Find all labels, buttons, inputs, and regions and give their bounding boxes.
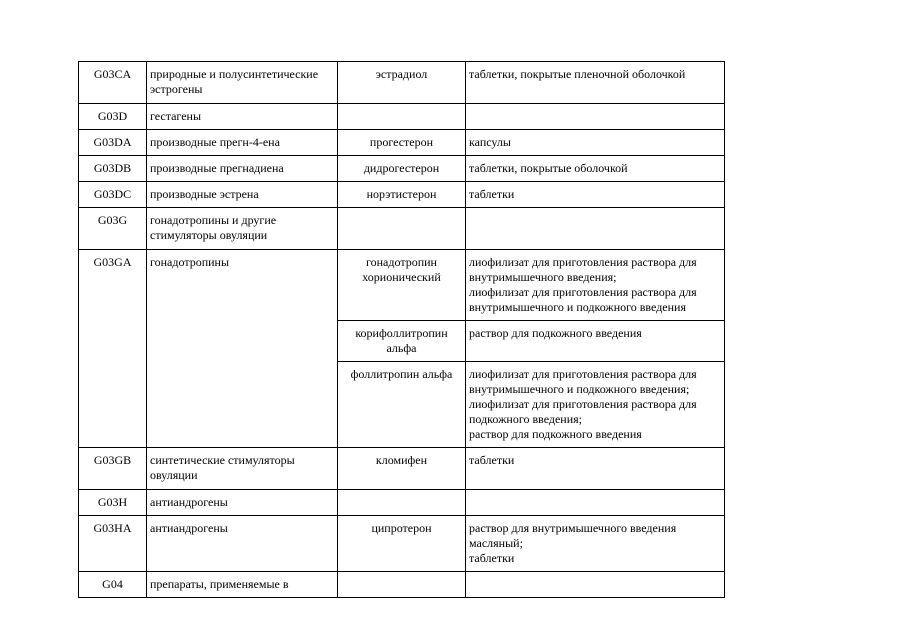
atc-code-cell: G03D: [79, 104, 147, 130]
group-name-cell: природные и полусинтетические эстрогены: [147, 62, 338, 104]
atc-code-cell: G03DC: [79, 182, 147, 208]
dosage-forms-cell: [466, 62, 725, 104]
table-row: [79, 516, 725, 572]
dosage-form-line: таблетки: [469, 551, 515, 565]
substance-cell: прогестерон: [338, 130, 466, 156]
group-name-cell: гонадотропины: [147, 250, 338, 448]
dosage-forms-cell: [466, 448, 725, 490]
dosage-form-line: лиофилизат для приготовления раствора для внутримышечного введения;: [469, 255, 697, 284]
substance-cell: кломифен: [338, 448, 466, 490]
atc-code-cell: G04: [79, 572, 147, 598]
dosage-form-line: таблетки, покрытые пленочной оболочкой: [469, 67, 686, 81]
dosage-form-line: таблетки: [469, 187, 515, 201]
substance-cell: дидрогестерон: [338, 156, 466, 182]
group-name-cell: производные прегнадиена: [147, 156, 338, 182]
substance-cell: [338, 490, 466, 516]
substance-cell: [338, 208, 466, 250]
atc-code-cell: G03GB: [79, 448, 147, 490]
substance-cell: эстрадиол: [338, 62, 466, 104]
table-row: [79, 182, 725, 208]
group-name-cell: антиандрогены: [147, 490, 338, 516]
substance-cell: ципротерон: [338, 516, 466, 572]
substance-cell: [338, 104, 466, 130]
atc-code-cell: G03DA: [79, 130, 147, 156]
substance-cell: фоллитропин альфа: [338, 362, 466, 448]
atc-code-cell: G03GA: [79, 250, 147, 448]
dosage-form-line: раствор для подкожного введения: [469, 326, 642, 340]
dosage-form-line: капсулы: [469, 135, 511, 149]
dosage-forms-cell: [466, 104, 725, 130]
dosage-forms-cell: [466, 250, 725, 321]
atc-code-cell: G03DB: [79, 156, 147, 182]
table-row: [79, 156, 725, 182]
atc-code-cell: G03CA: [79, 62, 147, 104]
table-row: [79, 490, 725, 516]
dosage-forms-cell: [466, 516, 725, 572]
group-name-cell: гонадотропины и другие стимуляторы овуляции: [147, 208, 338, 250]
atc-code-cell: G03HA: [79, 516, 147, 572]
dosage-forms-cell: [466, 362, 725, 448]
group-name-cell: синтетические стимуляторы овуляции: [147, 448, 338, 490]
group-name-cell: производные эстрена: [147, 182, 338, 208]
substance-cell: норэтистерон: [338, 182, 466, 208]
dosage-forms-cell: [466, 208, 725, 250]
group-name-cell: производные прегн-4-ена: [147, 130, 338, 156]
dosage-form-line: лиофилизат для приготовления раствора для внутримышечного и подкожного введения: [469, 285, 697, 314]
table-row: [79, 130, 725, 156]
group-name-cell: антиандрогены: [147, 516, 338, 572]
substance-cell: [338, 572, 466, 598]
table-row: [79, 208, 725, 250]
dosage-form-line: раствор для подкожного введения: [469, 427, 642, 441]
dosage-forms-cell: [466, 490, 725, 516]
dosage-forms-cell: [466, 156, 725, 182]
atc-code-cell: G03H: [79, 490, 147, 516]
dosage-form-line: таблетки, покрытые оболочкой: [469, 161, 628, 175]
substance-cell: гонадотропин хорионический: [338, 250, 466, 321]
dosage-form-line: таблетки: [469, 453, 515, 467]
table-row: [79, 104, 725, 130]
table-row: [79, 250, 725, 321]
table-row: [79, 62, 725, 104]
dosage-forms-cell: [466, 572, 725, 598]
substance-cell: корифоллитропин альфа: [338, 321, 466, 362]
drug-classification-table: [78, 61, 725, 598]
group-name-cell: препараты, применяемые в: [147, 572, 338, 598]
dosage-forms-cell: [466, 182, 725, 208]
dosage-forms-cell: [466, 321, 725, 362]
dosage-form-line: раствор для внутримышечного введения масляный;: [469, 521, 677, 550]
group-name-cell: гестагены: [147, 104, 338, 130]
table-row: [79, 572, 725, 598]
atc-code-cell: G03G: [79, 208, 147, 250]
dosage-forms-cell: [466, 130, 725, 156]
dosage-form-line: лиофилизат для приготовления раствора для подкожного введения;: [469, 397, 697, 426]
table-row: [79, 448, 725, 490]
dosage-form-line: лиофилизат для приготовления раствора для внутримышечного и подкожного введения;: [469, 367, 697, 396]
